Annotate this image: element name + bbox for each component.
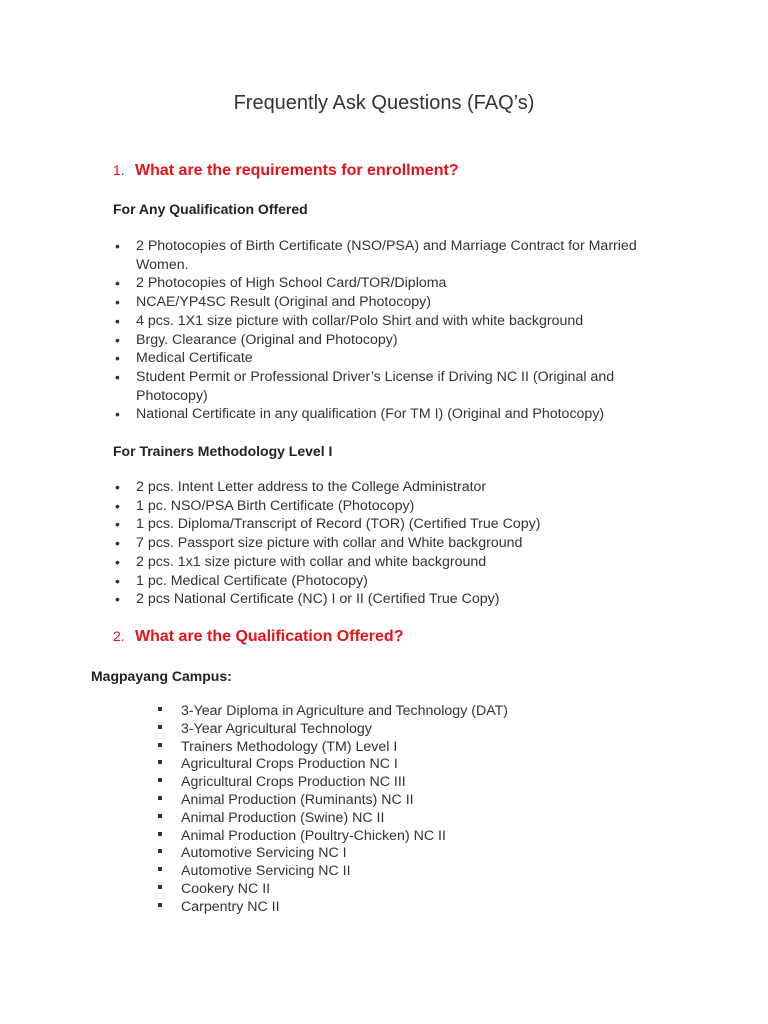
any-qualification-requirements-list: [113, 237, 673, 424]
requirement-item: • National Certificate in any qualification (For TM I) (Original and Photocopy): [113, 405, 673, 424]
question-2: [113, 628, 403, 646]
requirement-item: • 2 pcs. Intent Letter address to the College Administrator: [113, 478, 673, 497]
question-2-number: 2.: [113, 628, 125, 644]
question-1-text: What are the requirements for enrollment?: [135, 162, 459, 179]
qualification-item: Carpentry NC II: [158, 899, 718, 917]
requirement-item: • 1 pcs. Diploma/Transcript of Record (TOR) (Certified True Copy): [113, 515, 673, 534]
qualification-item: Animal Production (Ruminants) NC II: [158, 792, 718, 810]
requirement-item: • Medical Certificate: [113, 349, 673, 368]
requirement-item: • Student Permit or Professional Driver’s License if Driving NC II (Original and Photocopy): [113, 368, 673, 405]
requirement-item: • 7 pcs. Passport size picture with collar and White background: [113, 534, 673, 553]
requirement-item: • 4 pcs. 1X1 size picture with collar/Polo Shirt and with white background: [113, 312, 673, 331]
section-trainers-methodology-heading: For Trainers Methodology Level I: [113, 443, 333, 459]
question-1-number: 1.: [113, 162, 125, 178]
qualification-item: Animal Production (Poultry-Chicken) NC II: [158, 828, 718, 846]
requirement-item: • 1 pc. NSO/PSA Birth Certificate (Photocopy): [113, 497, 673, 516]
requirement-item: • NCAE/YP4SC Result (Original and Photocopy): [113, 293, 673, 312]
requirement-item: • 1 pc. Medical Certificate (Photocopy): [113, 572, 673, 591]
qualification-item: Animal Production (Swine) NC II: [158, 810, 718, 828]
page-title: Frequently Ask Questions (FAQ’s): [233, 92, 535, 114]
requirement-item: • 2 pcs. 1x1 size picture with collar and white background: [113, 553, 673, 572]
requirement-item: • 2 pcs National Certificate (NC) I or II (Certified True Copy): [113, 590, 673, 609]
qualification-item: Automotive Servicing NC I: [158, 845, 718, 863]
qualification-item: Trainers Methodology (TM) Level I: [158, 739, 718, 757]
requirement-item: • 2 Photocopies of Birth Certificate (NSO/PSA) and Marriage Contract for Married Women.: [113, 237, 673, 274]
question-1: [113, 162, 459, 180]
campus-heading: Magpayang Campus:: [91, 668, 232, 684]
requirement-item: • Brgy. Clearance (Original and Photocopy): [113, 331, 673, 350]
qualification-item: 3-Year Diploma in Agriculture and Technology (DAT): [158, 703, 718, 721]
requirement-item: • 2 Photocopies of High School Card/TOR/Diploma: [113, 274, 673, 293]
qualification-item: 3-Year Agricultural Technology: [158, 721, 718, 739]
section-any-qualification-heading: For Any Qualification Offered: [113, 201, 308, 217]
qualification-item: Cookery NC II: [158, 881, 718, 899]
qualification-item: Agricultural Crops Production NC III: [158, 774, 718, 792]
qualification-item: Agricultural Crops Production NC I: [158, 756, 718, 774]
qualification-item: Automotive Servicing NC II: [158, 863, 718, 881]
question-2-text: What are the Qualification Offered?: [135, 628, 404, 645]
qualifications-list: [158, 703, 718, 917]
trainers-methodology-requirements-list: [113, 478, 673, 609]
